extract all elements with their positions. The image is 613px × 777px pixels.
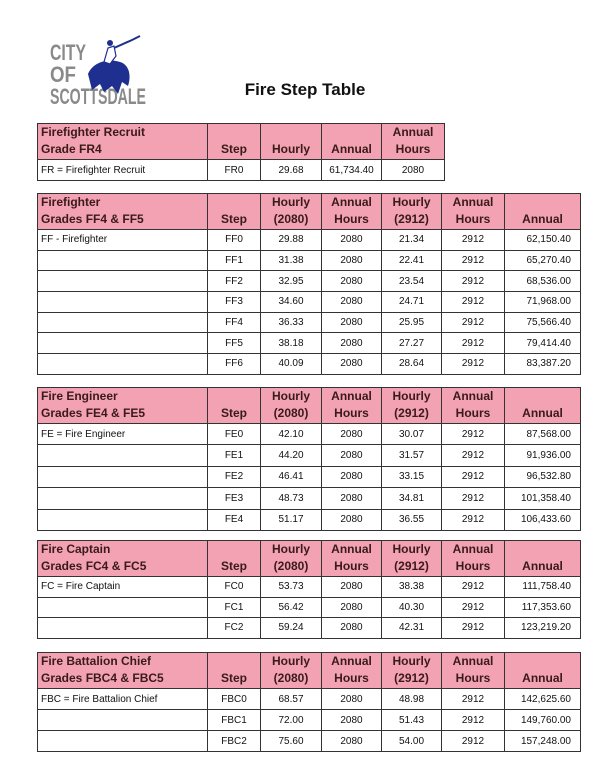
value-cell: 2080 bbox=[322, 689, 382, 710]
value-cell: 59.24 bbox=[261, 618, 322, 639]
class-title: Firefighter bbox=[41, 195, 101, 209]
value-cell: 2080 bbox=[322, 292, 382, 313]
table-row bbox=[38, 466, 581, 487]
class-title: Fire Captain bbox=[41, 542, 111, 556]
column-header bbox=[442, 388, 505, 424]
value-cell: 72.00 bbox=[261, 710, 322, 731]
value-cell: 24.71 bbox=[382, 292, 442, 313]
step-table-fire-captain bbox=[37, 540, 581, 639]
description-cell bbox=[38, 292, 208, 313]
value-cell: 34.81 bbox=[382, 488, 442, 509]
step-cell: FF5 bbox=[208, 333, 261, 354]
step-cell: FE2 bbox=[208, 466, 261, 487]
description-cell: FR = Firefighter Recruit bbox=[38, 160, 208, 181]
table-row bbox=[38, 271, 581, 292]
column-header-line: Hours bbox=[334, 671, 369, 685]
step-table-fire-battalion-chief bbox=[37, 652, 581, 752]
value-cell: 101,358.40 bbox=[505, 488, 581, 509]
value-cell: 2912 bbox=[442, 424, 505, 445]
svg-text:OF: OF bbox=[50, 62, 76, 87]
column-header-line: Annual bbox=[392, 125, 434, 139]
value-cell: 2080 bbox=[322, 354, 382, 375]
value-cell: 42.31 bbox=[382, 618, 442, 639]
value-cell: 2912 bbox=[442, 292, 505, 313]
column-header-line: (2080) bbox=[273, 671, 309, 685]
column-header-line: Hours bbox=[334, 212, 369, 226]
column-header-line: Hourly bbox=[271, 142, 310, 156]
value-cell: 48.98 bbox=[382, 689, 442, 710]
value-cell: 68,536.00 bbox=[505, 271, 581, 292]
table-row bbox=[38, 250, 581, 271]
value-cell: 75,566.40 bbox=[505, 312, 581, 333]
column-header-line: Annual bbox=[522, 671, 563, 685]
column-header-line: Hours bbox=[455, 559, 491, 573]
value-cell: 71,968.00 bbox=[505, 292, 581, 313]
column-header-line: (2912) bbox=[394, 671, 429, 685]
step-cell: FE3 bbox=[208, 488, 261, 509]
table-row bbox=[38, 577, 581, 598]
value-cell: 36.55 bbox=[382, 509, 442, 530]
value-cell: 111,758.40 bbox=[505, 577, 581, 598]
value-cell: 2912 bbox=[442, 618, 505, 639]
value-cell: 2912 bbox=[442, 354, 505, 375]
step-cell: FE0 bbox=[208, 424, 261, 445]
description-cell: FBC = Fire Battalion Chief bbox=[38, 689, 208, 710]
value-cell: 149,760.00 bbox=[505, 710, 581, 731]
step-table-firefighter bbox=[37, 193, 581, 375]
column-header-line: Annual bbox=[331, 542, 372, 556]
step-cell: FF3 bbox=[208, 292, 261, 313]
class-title: Firefighter Recruit bbox=[41, 125, 146, 139]
value-cell: 83,387.20 bbox=[505, 354, 581, 375]
value-cell: 51.17 bbox=[261, 509, 322, 530]
value-cell: 2912 bbox=[442, 488, 505, 509]
value-cell: 2080 bbox=[322, 312, 382, 333]
value-cell: 25.95 bbox=[382, 312, 442, 333]
value-cell: 142,625.60 bbox=[505, 689, 581, 710]
column-header bbox=[505, 653, 581, 689]
column-header-line: Hours bbox=[334, 559, 369, 573]
step-cell: FF0 bbox=[208, 230, 261, 251]
column-header-line: Hourly bbox=[392, 542, 431, 556]
value-cell: 2080 bbox=[322, 271, 382, 292]
value-cell: 33.15 bbox=[382, 466, 442, 487]
description-cell bbox=[38, 618, 208, 639]
column-header-line: Hours bbox=[334, 406, 369, 420]
column-header bbox=[382, 388, 442, 424]
column-header bbox=[322, 194, 382, 230]
column-header-line: Annual bbox=[452, 389, 494, 403]
value-cell: 2080 bbox=[322, 445, 382, 466]
value-cell: 2080 bbox=[322, 488, 382, 509]
step-cell: FR0 bbox=[208, 160, 261, 181]
step-cell: FC2 bbox=[208, 618, 261, 639]
value-cell: 68.57 bbox=[261, 689, 322, 710]
value-cell: 31.57 bbox=[382, 445, 442, 466]
column-header bbox=[442, 653, 505, 689]
value-cell: 2080 bbox=[322, 466, 382, 487]
description-cell: FE = Fire Engineer bbox=[38, 424, 208, 445]
step-cell: FE4 bbox=[208, 509, 261, 530]
table-row bbox=[38, 160, 445, 181]
grade-header bbox=[38, 194, 208, 230]
class-title: Fire Battalion Chief bbox=[41, 654, 152, 668]
column-header-line: Annual bbox=[522, 559, 563, 573]
value-cell: 27.27 bbox=[382, 333, 442, 354]
column-header bbox=[208, 653, 261, 689]
column-header-line: Hours bbox=[395, 142, 431, 156]
header-row bbox=[38, 653, 581, 689]
value-cell: 2912 bbox=[442, 333, 505, 354]
step-cell: FC1 bbox=[208, 597, 261, 618]
value-cell: 29.88 bbox=[261, 230, 322, 251]
value-cell: 2912 bbox=[442, 312, 505, 333]
value-cell: 2912 bbox=[442, 271, 505, 292]
column-header bbox=[208, 194, 261, 230]
value-cell: 2912 bbox=[442, 597, 505, 618]
value-cell: 91,936.00 bbox=[505, 445, 581, 466]
value-cell: 53.73 bbox=[261, 577, 322, 598]
step-cell: FC0 bbox=[208, 577, 261, 598]
column-header-line: Hourly bbox=[271, 654, 310, 668]
value-cell: 96,532.80 bbox=[505, 466, 581, 487]
value-cell: 87,568.00 bbox=[505, 424, 581, 445]
table-row bbox=[38, 488, 581, 509]
column-header bbox=[322, 124, 382, 160]
value-cell: 38.18 bbox=[261, 333, 322, 354]
value-cell: 2080 bbox=[322, 250, 382, 271]
value-cell: 29.68 bbox=[261, 160, 322, 181]
value-cell: 106,433.60 bbox=[505, 509, 581, 530]
table-row bbox=[38, 689, 581, 710]
table-row bbox=[38, 292, 581, 313]
value-cell: 2912 bbox=[442, 250, 505, 271]
grade-header bbox=[38, 388, 208, 424]
column-header-line: Annual bbox=[522, 406, 563, 420]
step-table-fire-engineer bbox=[37, 387, 581, 531]
column-header-line: Hourly bbox=[392, 389, 431, 403]
value-cell: 2912 bbox=[442, 731, 505, 752]
step-cell: FF1 bbox=[208, 250, 261, 271]
description-cell bbox=[38, 710, 208, 731]
value-cell: 40.30 bbox=[382, 597, 442, 618]
grade-header bbox=[38, 124, 208, 160]
value-cell: 38.38 bbox=[382, 577, 442, 598]
column-header bbox=[382, 194, 442, 230]
value-cell: 65,270.40 bbox=[505, 250, 581, 271]
description-cell: FF - Firefighter bbox=[38, 230, 208, 251]
value-cell: 2080 bbox=[322, 618, 382, 639]
value-cell: 31.38 bbox=[261, 250, 322, 271]
column-header-line: Step bbox=[220, 559, 247, 573]
value-cell: 79,414.40 bbox=[505, 333, 581, 354]
column-header bbox=[322, 541, 382, 577]
step-cell: FF4 bbox=[208, 312, 261, 333]
column-header bbox=[208, 388, 261, 424]
value-cell: 2080 bbox=[322, 509, 382, 530]
value-cell: 56.42 bbox=[261, 597, 322, 618]
svg-text:SCOTTSDALE: SCOTTSDALE bbox=[50, 84, 146, 109]
table-row bbox=[38, 312, 581, 333]
column-header-line: (2912) bbox=[394, 212, 429, 226]
column-header-line: Hours bbox=[455, 671, 491, 685]
value-cell: 2912 bbox=[442, 710, 505, 731]
column-header-line: Annual bbox=[522, 212, 563, 226]
value-cell: 2912 bbox=[442, 466, 505, 487]
table-row bbox=[38, 354, 581, 375]
column-header-line: (2080) bbox=[273, 212, 309, 226]
page-title: Fire Step Table bbox=[244, 80, 366, 99]
step-cell: FBC0 bbox=[208, 689, 261, 710]
description-cell bbox=[38, 271, 208, 292]
value-cell: 48.73 bbox=[261, 488, 322, 509]
column-header-line: Hourly bbox=[271, 542, 310, 556]
column-header-line: Annual bbox=[331, 389, 372, 403]
column-header-line: Annual bbox=[331, 142, 372, 156]
value-cell: 2080 bbox=[322, 710, 382, 731]
table-row bbox=[38, 230, 581, 251]
column-header-line: Annual bbox=[331, 195, 372, 209]
description-cell bbox=[38, 445, 208, 466]
column-header bbox=[442, 541, 505, 577]
column-header-line: Annual bbox=[331, 654, 372, 668]
table-row bbox=[38, 445, 581, 466]
column-header-line: (2080) bbox=[273, 406, 309, 420]
city-of-scottsdale-logo bbox=[48, 34, 158, 114]
table-row bbox=[38, 509, 581, 530]
value-cell: 42.10 bbox=[261, 424, 322, 445]
column-header bbox=[382, 653, 442, 689]
description-cell bbox=[38, 333, 208, 354]
description-cell bbox=[38, 509, 208, 530]
value-cell: 2912 bbox=[442, 509, 505, 530]
column-header bbox=[261, 388, 322, 424]
value-cell: 2912 bbox=[442, 577, 505, 598]
table-row bbox=[38, 597, 581, 618]
grade-label: Grades FF4 & FF5 bbox=[41, 212, 144, 226]
column-header-line: Step bbox=[220, 142, 247, 156]
table-row bbox=[38, 618, 581, 639]
column-header bbox=[208, 541, 261, 577]
table-row bbox=[38, 710, 581, 731]
column-header bbox=[505, 194, 581, 230]
description-cell bbox=[38, 354, 208, 375]
value-cell: 62,150.40 bbox=[505, 230, 581, 251]
column-header-line: Step bbox=[220, 212, 247, 226]
class-title: Fire Engineer bbox=[41, 389, 118, 403]
value-cell: 22.41 bbox=[382, 250, 442, 271]
column-header-line: Step bbox=[220, 671, 247, 685]
column-header-line: (2912) bbox=[394, 559, 429, 573]
value-cell: 2080 bbox=[322, 333, 382, 354]
column-header bbox=[382, 541, 442, 577]
column-header-line: Hourly bbox=[271, 195, 310, 209]
column-header-line: Hourly bbox=[392, 195, 431, 209]
value-cell: 157,248.00 bbox=[505, 731, 581, 752]
value-cell: 117,353.60 bbox=[505, 597, 581, 618]
value-cell: 61,734.40 bbox=[322, 160, 382, 181]
value-cell: 2080 bbox=[322, 424, 382, 445]
value-cell: 2080 bbox=[382, 160, 445, 181]
column-header-line: Hours bbox=[455, 406, 491, 420]
description-cell bbox=[38, 250, 208, 271]
value-cell: 40.09 bbox=[261, 354, 322, 375]
column-header-line: Annual bbox=[452, 654, 494, 668]
column-header bbox=[261, 124, 322, 160]
grade-label: Grades FBC4 & FBC5 bbox=[41, 671, 164, 685]
value-cell: 46.41 bbox=[261, 466, 322, 487]
value-cell: 36.33 bbox=[261, 312, 322, 333]
value-cell: 51.43 bbox=[382, 710, 442, 731]
description-cell bbox=[38, 488, 208, 509]
header-row bbox=[38, 541, 581, 577]
table-row bbox=[38, 333, 581, 354]
description-cell bbox=[38, 731, 208, 752]
header-row bbox=[38, 124, 445, 160]
column-header bbox=[261, 194, 322, 230]
table-row bbox=[38, 731, 581, 752]
value-cell: 23.54 bbox=[382, 271, 442, 292]
value-cell: 30.07 bbox=[382, 424, 442, 445]
value-cell: 21.34 bbox=[382, 230, 442, 251]
value-cell: 2912 bbox=[442, 445, 505, 466]
column-header bbox=[505, 541, 581, 577]
column-header bbox=[505, 388, 581, 424]
column-header-line: Hourly bbox=[392, 654, 431, 668]
value-cell: 54.00 bbox=[382, 731, 442, 752]
step-cell: FBC1 bbox=[208, 710, 261, 731]
grade-header bbox=[38, 541, 208, 577]
description-cell: FC = Fire Captain bbox=[38, 577, 208, 598]
column-header-line: Annual bbox=[452, 195, 494, 209]
column-header bbox=[208, 124, 261, 160]
column-header bbox=[322, 388, 382, 424]
value-cell: 75.60 bbox=[261, 731, 322, 752]
table-row bbox=[38, 424, 581, 445]
value-cell: 2080 bbox=[322, 597, 382, 618]
column-header bbox=[382, 124, 445, 160]
description-cell bbox=[38, 597, 208, 618]
column-header-line: (2080) bbox=[273, 559, 309, 573]
value-cell: 44.20 bbox=[261, 445, 322, 466]
header-row bbox=[38, 388, 581, 424]
column-header-line: (2912) bbox=[394, 406, 429, 420]
value-cell: 2912 bbox=[442, 689, 505, 710]
description-cell bbox=[38, 466, 208, 487]
step-cell: FE1 bbox=[208, 445, 261, 466]
value-cell: 28.64 bbox=[382, 354, 442, 375]
column-header-line: Annual bbox=[452, 542, 494, 556]
column-header bbox=[442, 194, 505, 230]
step-cell: FBC2 bbox=[208, 731, 261, 752]
value-cell: 123,219.20 bbox=[505, 618, 581, 639]
value-cell: 2912 bbox=[442, 230, 505, 251]
grade-label: Grade FR4 bbox=[41, 142, 102, 156]
description-cell bbox=[38, 312, 208, 333]
value-cell: 34.60 bbox=[261, 292, 322, 313]
value-cell: 32.95 bbox=[261, 271, 322, 292]
svg-text:CITY: CITY bbox=[50, 40, 87, 65]
column-header bbox=[322, 653, 382, 689]
value-cell: 2080 bbox=[322, 577, 382, 598]
column-header bbox=[261, 541, 322, 577]
header-row bbox=[38, 194, 581, 230]
grade-label: Grades FC4 & FC5 bbox=[41, 559, 147, 573]
column-header bbox=[261, 653, 322, 689]
column-header-line: Hours bbox=[455, 212, 491, 226]
step-table-firefighter-recruit bbox=[37, 123, 445, 181]
value-cell: 2080 bbox=[322, 230, 382, 251]
grade-header bbox=[38, 653, 208, 689]
grade-label: Grades FE4 & FE5 bbox=[41, 406, 146, 420]
column-header-line: Hourly bbox=[271, 389, 310, 403]
step-cell: FF6 bbox=[208, 354, 261, 375]
value-cell: 2080 bbox=[322, 731, 382, 752]
step-cell: FF2 bbox=[208, 271, 261, 292]
column-header-line: Step bbox=[220, 406, 247, 420]
